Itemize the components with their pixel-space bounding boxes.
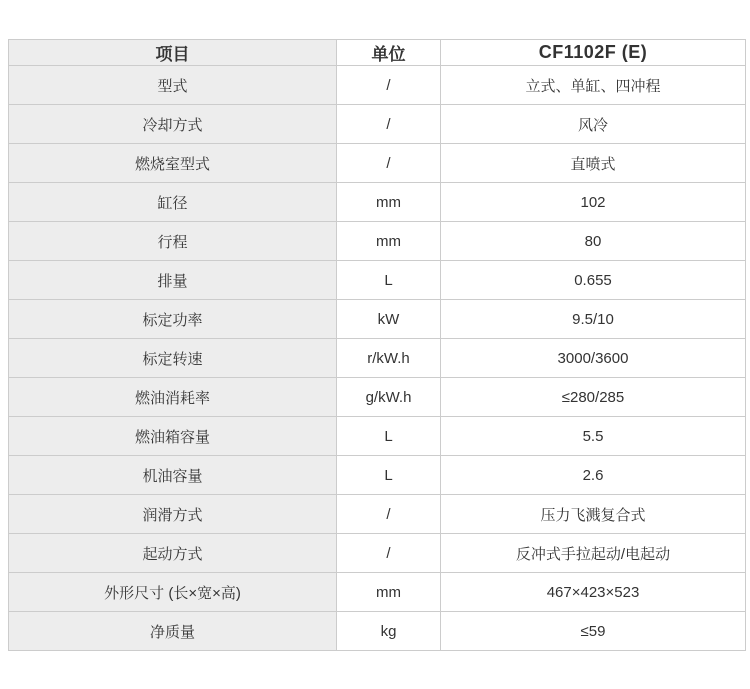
spec-unit-cell: r/kW.h xyxy=(337,339,441,378)
spec-value-cell: 0.655 xyxy=(441,261,746,300)
spec-item-cell: 外形尺寸 (长×宽×高) xyxy=(9,573,337,612)
spec-unit-cell: L xyxy=(337,261,441,300)
table-row xyxy=(9,300,746,339)
column-header-unit: 单位 xyxy=(337,40,441,66)
spec-value-cell: 467×423×523 xyxy=(441,573,746,612)
table-row xyxy=(9,183,746,222)
spec-value-cell: ≤59 xyxy=(441,612,746,651)
spec-unit-cell: L xyxy=(337,417,441,456)
table-row xyxy=(9,378,746,417)
spec-value-cell: 压力飞溅复合式 xyxy=(441,495,746,534)
spec-item-cell: 排量 xyxy=(9,261,337,300)
spec-item-cell: 型式 xyxy=(9,66,337,105)
spec-value-cell: 80 xyxy=(441,222,746,261)
table-row xyxy=(9,261,746,300)
column-header-model: CF1102F (E) xyxy=(441,40,746,66)
spec-value-cell: 反冲式手拉起动/电起动 xyxy=(441,534,746,573)
spec-value-cell: 3000/3600 xyxy=(441,339,746,378)
spec-item-cell: 燃油消耗率 xyxy=(9,378,337,417)
table-row xyxy=(9,534,746,573)
spec-value-cell: 9.5/10 xyxy=(441,300,746,339)
table-row xyxy=(9,105,746,144)
column-header-item: 项目 xyxy=(9,40,337,66)
spec-unit-cell: / xyxy=(337,105,441,144)
spec-unit-cell: mm xyxy=(337,573,441,612)
spec-unit-cell: / xyxy=(337,144,441,183)
table-row xyxy=(9,456,746,495)
spec-value-cell: 立式、单缸、四冲程 xyxy=(441,66,746,105)
spec-unit-cell: / xyxy=(337,495,441,534)
spec-item-cell: 净质量 xyxy=(9,612,337,651)
spec-value-cell: 5.5 xyxy=(441,417,746,456)
spec-item-cell: 标定功率 xyxy=(9,300,337,339)
spec-item-cell: 起动方式 xyxy=(9,534,337,573)
spec-item-cell: 机油容量 xyxy=(9,456,337,495)
spec-item-cell: 燃油箱容量 xyxy=(9,417,337,456)
spec-unit-cell: mm xyxy=(337,222,441,261)
spec-unit-cell: / xyxy=(337,66,441,105)
spec-value-cell: ≤280/285 xyxy=(441,378,746,417)
table-row xyxy=(9,144,746,183)
table-row xyxy=(9,417,746,456)
spec-item-cell: 润滑方式 xyxy=(9,495,337,534)
spec-value-cell: 直喷式 xyxy=(441,144,746,183)
spec-value-cell: 2.6 xyxy=(441,456,746,495)
spec-unit-cell: L xyxy=(337,456,441,495)
table-row xyxy=(9,222,746,261)
table-row xyxy=(9,66,746,105)
spec-item-cell: 冷却方式 xyxy=(9,105,337,144)
spec-unit-cell: kg xyxy=(337,612,441,651)
table-row xyxy=(9,339,746,378)
spec-item-cell: 行程 xyxy=(9,222,337,261)
header-row xyxy=(9,40,746,66)
spec-unit-cell: / xyxy=(337,534,441,573)
spec-value-cell: 风冷 xyxy=(441,105,746,144)
spec-unit-cell: mm xyxy=(337,183,441,222)
spec-item-cell: 缸径 xyxy=(9,183,337,222)
spec-value-cell: 102 xyxy=(441,183,746,222)
spec-table xyxy=(8,39,746,651)
table-row xyxy=(9,612,746,651)
spec-item-cell: 燃烧室型式 xyxy=(9,144,337,183)
spec-unit-cell: g/kW.h xyxy=(337,378,441,417)
spec-unit-cell: kW xyxy=(337,300,441,339)
spec-item-cell: 标定转速 xyxy=(9,339,337,378)
table-row xyxy=(9,495,746,534)
table-row xyxy=(9,573,746,612)
